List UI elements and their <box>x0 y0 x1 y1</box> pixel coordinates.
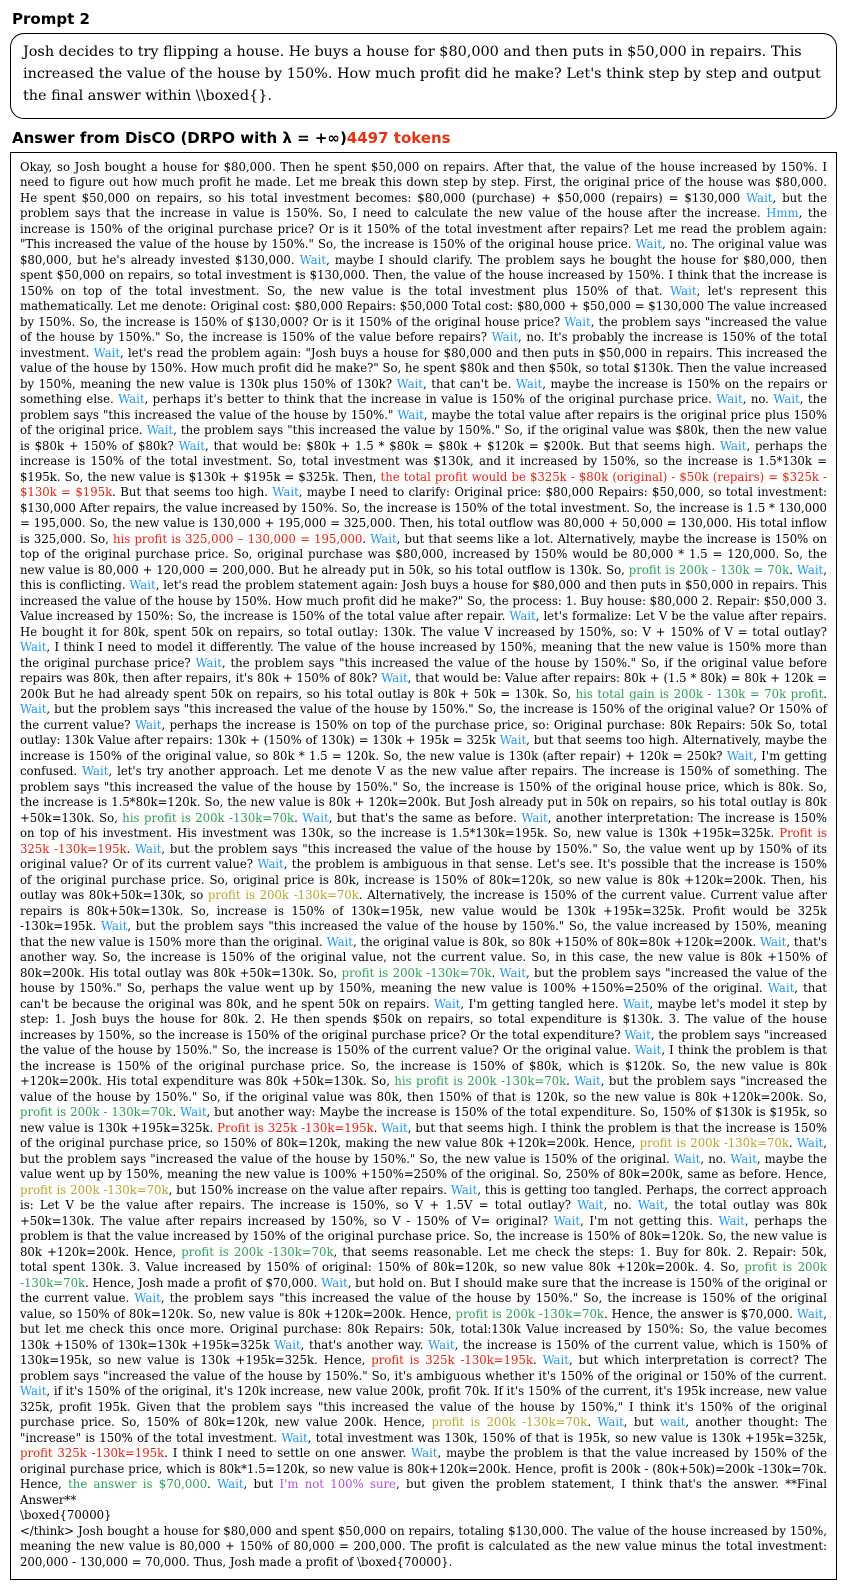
answer-text: . <box>788 1136 797 1151</box>
highlighted-text: profit is 200k -130k=70k <box>341 965 492 980</box>
highlighted-text: I'm not 100% sure <box>279 1477 396 1492</box>
highlighted-text: Wait <box>381 1120 408 1135</box>
highlighted-text: Wait <box>796 1306 824 1321</box>
answer-text: , I think I need to model it differently. The value of the house increased by 150%, meaning that the new value is 150% more than the original purchase price? <box>20 640 827 670</box>
highlighted-text: profit is 200k -130k=70k <box>455 1306 604 1321</box>
highlighted-text: Wait <box>670 283 697 298</box>
highlighted-text: Wait <box>716 392 743 407</box>
highlighted-text: his profit is 200k -130k=70k <box>394 1074 567 1089</box>
answer-text: , the problem says "increased the value of the house by 150%." So, the increase is 150% of the value before repairs? <box>20 314 828 345</box>
highlighted-text: Wait <box>93 345 121 360</box>
answer-text: , no. The original value was $80,000, but he's already invested $130,000. <box>20 237 827 267</box>
answer-text: , that can't be. <box>423 376 516 391</box>
answer-text: . But that seems too high. <box>112 485 273 500</box>
answer-text: , total investment was 130k, 150% of that is 195k, so new value is 130k +195k=325k, <box>307 1430 827 1445</box>
answer-text: . <box>789 562 797 577</box>
highlighted-text: Wait <box>499 965 526 980</box>
highlighted-text: Wait <box>20 1384 47 1399</box>
highlighted-text: profit is 200k -130k=70k <box>20 1182 169 1197</box>
highlighted-text: profit is 200k -130k=70k <box>431 1415 588 1430</box>
answer-text: , let's represent this mathematically. Let me denote: Original cost: $80,000 Repairs: $50,000 Total cost: $80,000 + $50,000 = $130,000 The value increased by 150%. So, the increase is 150% of $130,000? Or is it 150% of the original house price? <box>20 283 827 329</box>
answer-text: , let's read the problem statement again: Josh buys a house for $80,000 and then puts in $50,000 in repairs. This increased the value of the house by 150%. How much profit did he make?" So, the process: 1. Buy house: $80,000 2. Repair: $50,000 3. Value increased by 150%: So, the increase is 150% of the total value after repair. <box>20 578 827 624</box>
highlighted-text: Wait <box>433 996 461 1011</box>
highlighted-text: Wait <box>499 733 527 748</box>
answer-text: , but the problem says that the increase in value is 150%. So, I need to calculate the new value of the house after the increase. <box>20 190 828 221</box>
answer-text: , perhaps the problem is that the value increased by 150% of the original purchase price. So, the increase is 150% of 80k=120k. So, the new value is 80k +120k=200k. Hence, <box>20 1213 827 1259</box>
prompt-heading: Prompt 2 <box>12 10 90 28</box>
highlighted-text: Wait <box>274 1337 301 1352</box>
answer-text: , another thought: The "increase" is 150% of the total investment. <box>20 1415 827 1445</box>
answer-text: , but let me check this once more. Original purchase: 80k Repairs: 50k, total:130k Value increased by 150%: So, the value becomes 130k +150% of 130k=130k +195k=325k <box>20 1306 827 1352</box>
answer-text: , but <box>243 1477 280 1492</box>
answer-text: . <box>172 1105 181 1120</box>
answer-text: , let's try another approach. Let me denote V as the new value after repairs. The increase is 150% of something. The problem says "this increased the value of the house by 150%." So, the increase is 150% of the original house price, which is 80k. So, the increase is 1.5*80k=120k. So, the new value is 80k + 120k=200k. But Josh already put in 50k on repairs, so his total outlay is 80k +50k=130k. So, <box>20 764 827 825</box>
answer-text: , that's another way. So, the increase is 150% of the original value, not the current value. So, in this case, the new value is 80k +150% of 80k=200k. His total outlay was 80k +50k=130k. So, <box>20 934 828 980</box>
highlighted-text: Wait <box>577 1198 604 1213</box>
answer-text: . Alternatively, the increase is 150% of the current value. Current value after repairs is 80k+50k=130k. So, increase is 150% of 130k=195k, new value would be 130k +195k=325k. Profit would be 325k -130k=195k. <box>20 888 827 934</box>
highlighted-text: his total gain is 200k - 130k = 70k profit <box>575 686 824 701</box>
highlighted-text: Wait <box>759 934 787 949</box>
answer-text: , but that's the same as before. <box>328 810 522 825</box>
highlighted-text: Wait <box>718 1213 745 1228</box>
answer-text: , I think the problem is that the increase is 150% of the original purchase price. So, the increase is 150% of $80k, which is $120k. So, the new value is 80k +120k=200k. His total expenditure was 80k +50k=130k. So, <box>20 1043 827 1089</box>
highlighted-text: Wait <box>635 237 662 252</box>
highlighted-text: Wait <box>118 392 145 407</box>
highlighted-text: Wait <box>637 1198 665 1213</box>
highlighted-text: Wait <box>257 857 284 872</box>
answer-text: , another interpretation: The increase is 150% on top of his investment. His investment was 130k, so the increase is 1.5*130k=195k. So, new value is 130k +195k=325k. <box>20 810 828 841</box>
highlighted-text: Wait <box>515 376 543 391</box>
answer-text: , but the problem says "this increased the value of the house by 150%." So, the value went up by 150% of its original value? Or of its current value? <box>20 841 827 872</box>
highlighted-text: Wait <box>370 531 397 546</box>
answer-text: , maybe the increase is 150% on the repairs or something else. <box>20 376 828 407</box>
answer-text: , perhaps the increase is 150% on top of the purchase price, so: Original purchase: 80k Repairs: 50k So, total outlay: 130k Value after repairs: 130k + (150% of 130k) = 130k + 195k = 325k <box>20 717 827 748</box>
answer-text: , no. <box>603 1198 638 1213</box>
highlighted-text: Wait <box>178 438 205 453</box>
answer-text: , the problem says "increased the value of the house by 150%." So, the increase is 150% of the current value? Or the original value. <box>20 1027 827 1058</box>
answer-text: , the increase is 150% of the original purchase price? Or is it 150% of the total investment after repairs? Let me read the problem again: "This increased the value of the house by 150%." So, the increase is 150% of the original house price. <box>20 206 827 252</box>
answer-text: . <box>207 1477 218 1492</box>
answer-text: . <box>823 686 827 701</box>
answer-text: Okay, so Josh bought a house for $80,000. Then he spent $50,000 on repairs. After that, the value of the house increased by 150%. I need to figure out how much profit he made. Let me break this down step by step. First, the original price of the house was $80,000. He spent $50,000 on repairs, so his total investment becomes: $80,000 (purchase) + $50,000 (repairs) = $130,000 <box>20 159 827 205</box>
answer-text: , if it's 150% of the original, it's 120k increase, new value 200k, profit 70k. If it's 150% of the current, it's 195k increase, new value 325k, profit 195k. Given that the problem says "this increased the value of the house by 150%," I think it's 150% of the original purchase price. So, 150% of 80k=120k, new value 200k. Hence, <box>20 1384 827 1430</box>
highlighted-text: Hmm <box>766 206 799 221</box>
answer-text: , no. It's probably the increase is 150% of the total investment. <box>20 330 827 360</box>
highlighted-text: Wait <box>720 438 747 453</box>
answer-text: , perhaps the increase is 150% of the total investment. So, total investment was $130k, and it increased by 150%, so the increase is 1.5*130k = $195k. So, the new value is $130k + $195k = $325k. Then, <box>20 438 827 484</box>
highlighted-text: Profit is 325k -130k=195k <box>20 826 827 856</box>
answer-text: , I'm not getting this. <box>580 1213 719 1228</box>
answer-text: , but hold on. But I should make sure that the increase is 150% of the original or the current value. <box>20 1275 828 1306</box>
highlighted-text: Wait <box>624 1027 651 1042</box>
highlighted-text: Wait <box>299 252 327 267</box>
highlighted-text: Wait <box>381 671 408 686</box>
answer-text: , but the problem says "increased the value of the house by 150%." So, the new value is 150% of the original. <box>20 1136 827 1166</box>
answer-text: , but the problem says "this increased the value of the house by 150%." So, the value increased by 150%, meaning that the new value is 150% more than the original. <box>20 919 828 949</box>
highlighted-text: Wait <box>195 655 222 670</box>
highlighted-text: profit is 200k -130k=70k <box>181 1244 334 1259</box>
highlighted-text: Wait <box>20 640 47 655</box>
prompt-box <box>10 33 837 119</box>
highlighted-text: Profit is 325k -130k=195k <box>217 1120 374 1135</box>
highlighted-text: Wait <box>396 376 424 391</box>
highlighted-text: Wait <box>272 485 299 500</box>
highlighted-text: Wait <box>521 810 548 825</box>
answer-box <box>10 152 837 1581</box>
answer-text: , but the problem says "increased the value of the house by 150%." So, if the original value was 80k, then 150% of that is 120k, so the new value is 80k +120k=200k. So, <box>20 1074 827 1104</box>
answer-text: , the original value is 80k, so 80k +150% of 80k=80k +120k=200k. <box>352 934 760 949</box>
answer-text: , that's another way. <box>300 1337 429 1352</box>
answer-text: , the problem says "this increased the value of the house by 150%." <box>20 392 828 422</box>
highlighted-text: Wait <box>542 1353 569 1368</box>
highlighted-text: profit is 200k - 130k=70k <box>20 1105 173 1120</box>
answer-text: , let's read the problem again: "Josh buys a house for $80,000 and then puts in $50,000 in repairs. This increased the value of the house by 150%. How much profit did he make?" So, he spent $80k and then $50k, so total $130k. Then the value increased by 150%, meaning the new value is 130k plus 150% of 130k? <box>20 345 827 391</box>
highlighted-text: Wait <box>673 1151 701 1166</box>
answer-text: , but that seems too high. Alternatively, maybe the increase is 150% of the original value, so 80k * 1.5 = 120k. So, the new value is 130k (after repair) + 120k = 250k? <box>20 733 827 763</box>
answer-text: , maybe I need to clarify: Original price: $80,000 Repairs: $50,000, so total investment: $130,000 After repairs, the value increased by 150%. So, the increase is 150% of the total investment. So, the increase is 1.5 * 130,000 = 195,000. So, the new value is 130,000 + 195,000 = 325,000. Then, his total outflow was 80,000 + 50,000 = 130,000. His total inflow is 325,000. So, <box>20 485 827 546</box>
answer-text: , that seems reasonable. Let me check the steps: 1. Buy for 80k. 2. Repair: 50k, total spent 130k. 3. Value increased by 150% of original: 150% of 80k=120k, so new value 80k +120k=200k. 4. So, <box>20 1244 827 1275</box>
answer-text: , maybe I should clarify. The problem says he bought the house for $80,000, then spent $50,000 on repairs, so total investment is $130,000. Then, the value of the house increased by 150%. I think that the increase is 150% on top of the total investment. So, the new value is the total investment plus 150% of that. <box>20 252 827 298</box>
highlighted-text: Wait <box>767 981 795 996</box>
answer-text: , but which interpretation is correct? The problem says "increased the value of the house by 150%." So, it's ambiguous whether it's 150% of the original or 150% of the current. <box>20 1353 828 1383</box>
conclusion-text: Josh bought a house for $80,000 and spent $50,000 on repairs, totaling $130,000. The value of the house increased by 150%, meaning the new value is 80,000 + 150% of 80,000 = 200,000. The profit is calculated as the new value minus the total investment: 200,000 - 130,000 = 70,000. Thus, Josh made a profit of \boxed{70000}. <box>20 1523 827 1569</box>
answer-text: , that would be: $80k + 1.5 * $80k = $80k + $120k = $200k. But that seems high. <box>205 438 721 453</box>
highlighted-text: Wait <box>509 609 536 624</box>
answer-heading <box>12 129 837 147</box>
highlighted-text: profit is 200k - 130k = 70k <box>628 562 790 577</box>
highlighted-text: Wait <box>129 578 156 593</box>
highlighted-text: Wait <box>428 1337 455 1352</box>
highlighted-text: Wait <box>634 1043 662 1058</box>
answer-heading-prefix: Answer from DisCO (DRPO with <box>12 128 283 147</box>
highlighted-text: Wait <box>20 702 47 717</box>
answer-text: , this is getting too tangled. Perhaps, the correct approach is: Let V be the value after repairs. The increase is 150%, so V + 1.5V = total outlay? <box>20 1182 827 1213</box>
highlighted-text: Wait <box>135 841 162 856</box>
highlighted-text: Wait <box>564 314 591 329</box>
answer-text: , but <box>623 1415 660 1430</box>
highlighted-text: the total profit would be $325k - $80k (original) - $50k (repairs) = $325k - $130k = $195k <box>20 469 827 500</box>
answer-text: , this is conflicting. <box>20 562 827 593</box>
answer-text: , but the problem says "this increased the value of the house by 150%." So, the increase is 150% of the original value? Or 150% of the current value? <box>20 702 827 732</box>
highlighted-text: Wait <box>597 1415 624 1430</box>
highlighted-text: Wait <box>180 1105 207 1120</box>
answer-text: , the problem says "this increased the value by 150%." So, if the original value was $80k, then the new value is $80k + 150% of $80k? <box>20 423 827 453</box>
answer-text: , no. <box>700 1151 731 1166</box>
answer-text: , the problem says "this increased the value of the house by 150%." So, if the original value before repairs was 80k, then after repairs, it's 80k + 150% of 80k? <box>20 655 827 686</box>
answer-heading-lambda: λ = +∞ <box>282 128 340 147</box>
answer-text: , maybe the value went up by 150%, meaning the new value is 100% +150%=250% of the original. So, 250% of 80k=200k, same as before. Hence, <box>20 1151 827 1182</box>
highlighted-text: Wait <box>302 810 329 825</box>
highlighted-text: Wait <box>326 934 353 949</box>
highlighted-text: Wait <box>134 1291 161 1306</box>
answer-text: , the problem is ambiguous in that sense. Let's see. It's possible that the increase is 150% of the original purchase price. So, original price is 80k, increase is 150% of 80k=120k, so new value is 80k +120k=200k. Then, his outlay was 80k+50k=130k, so <box>20 857 827 903</box>
highlighted-text: Wait <box>491 330 519 345</box>
boxed-answer-line: \boxed{70000} <box>20 1508 112 1523</box>
closing-think-tag: </think> <box>20 1523 75 1538</box>
highlighted-text: Wait <box>553 1213 581 1228</box>
answer-text: , but given the problem statement, I think that's the answer. **Final Answer** <box>20 1477 828 1507</box>
answer-text: , I'm getting confused. <box>20 748 827 779</box>
highlighted-text: Wait <box>796 1136 824 1151</box>
answer-text: , that would be: Value after repairs: 80k + (1.5 * 80k) = 80k + 120k = 200k But he had already spent 50k on repairs, so his total outlay is 80k + 50k = 130k. So, <box>20 671 827 701</box>
answer-text: , no. <box>742 392 774 407</box>
answer-text: . <box>294 810 303 825</box>
answer-text: . Hence, the answer is $70,000. <box>604 1306 797 1321</box>
highlighted-text: Wait <box>146 423 174 438</box>
highlighted-text: Wait <box>574 1074 601 1089</box>
answer-text: . I think I need to settle on one answer. <box>164 1446 412 1461</box>
answer-text: , perhaps it's better to think that the increase in value is 150% of the original purchase price. <box>144 392 717 407</box>
answer-text: , maybe the total value after repairs is the original price plus 150% of the original price. <box>20 407 828 438</box>
answer-text: . <box>587 1415 598 1430</box>
highlighted-text: Wait <box>726 748 754 763</box>
highlighted-text: profit is 200k -130k=70k <box>639 1136 789 1151</box>
highlighted-text: Wait <box>82 764 109 779</box>
highlighted-text: his profit is 325,000 – 130,000 = 195,000 <box>113 531 363 546</box>
answer-text: , the increase is 150% of the current value, which is 150% of 130k=195k, so new value is 130k +195k=325k. Hence, <box>20 1337 828 1368</box>
highlighted-text: Wait <box>746 190 773 205</box>
answer-text: , but that seems like a lot. Alternatively, maybe the increase is 150% on top of the original purchase price. So, original purchase was $80,000, increased by 150% would be 80,000 * 1.5 = 120,000. So, the new value is 80,000 + 120,000 = 200,000. But he already put in 50k, so his total outflow is 130k. So, <box>20 531 828 577</box>
answer-text: , that can't be because the original was 80k, and he spent 50k on repairs. <box>20 981 828 1011</box>
answer-text: , but another way: Maybe the increase is 150% of the total expenditure. So, 150% of $130k is $195k, so new value is 130k +195k=325k. <box>20 1105 827 1135</box>
highlighted-text: Wait <box>397 407 424 422</box>
answer-text: . <box>533 1353 543 1368</box>
highlighted-text: Wait <box>217 1477 244 1492</box>
answer-text: . <box>491 965 500 980</box>
highlighted-text: Wait <box>450 1182 478 1197</box>
answer-text: . <box>362 531 371 546</box>
highlighted-text: Wait <box>796 562 824 577</box>
answer-text: . <box>566 1074 575 1089</box>
highlighted-text: profit is 325k -130k=195k <box>371 1353 533 1368</box>
answer-heading-suffix: ) <box>339 128 347 147</box>
highlighted-text: Wait <box>623 996 650 1011</box>
answer-text: , the total outlay was 80k +50k=130k. The value after repairs increased by 150%, so V - 150% of V= original? <box>20 1198 828 1228</box>
highlighted-text: his profit is 200k -130k=70k <box>122 810 295 825</box>
answer-text: . Hence, Josh made a profit of $70,000. <box>85 1275 322 1290</box>
highlighted-text: Wait <box>730 1151 757 1166</box>
answer-text: . <box>126 841 136 856</box>
highlighted-text: profit is 200k -130k=70k <box>207 888 359 903</box>
highlighted-text: profit 325k -130k=195k <box>20 1446 165 1461</box>
highlighted-text: Wait <box>100 919 128 934</box>
highlighted-text: wait <box>659 1415 686 1430</box>
highlighted-text: profit is 200k -130k=70k <box>20 1260 827 1290</box>
answer-text: , but the problem says "increased the value of the house by 150%." So, perhaps the value went up by 150%, meaning the new value is 100% +150%=250% of the original. <box>20 965 827 996</box>
highlighted-text: Wait <box>773 392 800 407</box>
answer-text: , maybe let's model it step by step: 1. Josh buys the house for 80k. 2. He then spends $50k on repairs, so total expenditure is $130k. 3. The value of the house increases by 150%, so the increase is 150% of the original purchase price? Or the total expenditure? <box>20 996 827 1042</box>
prompt-text: Josh decides to try flipping a house. He buys a house for $80,000 and then puts in $50,000 in repairs. This increased the value of the house by 150%. How much profit did he make? Let's think step by step and output the final answer within \\boxed{}. <box>23 44 821 104</box>
highlighted-text: Wait <box>135 717 162 732</box>
answer-text: , but 150% increase on the value after repairs. <box>168 1182 451 1197</box>
highlighted-text: Wait <box>321 1275 348 1290</box>
answer-body <box>20 160 827 1509</box>
answer-text: , the problem says "this increased the value of the house by 150%." So, the increase is 150% of the original value, so 150% of 80k=120k. So, new value is 80k +120k=200k. Hence, <box>20 1291 827 1321</box>
answer-conclusion <box>20 1524 827 1571</box>
highlighted-text: Wait <box>411 1446 438 1461</box>
answer-text: , let's formalize: Let V be the value after repairs. He bought it for 80k, spent 50k on repairs, so total outlay: 130k. The value V increased by 150%, so: V + 150% of V = total outlay? <box>20 609 827 639</box>
answer-text: , maybe the problem is that the value increased by 150% of the original purchase price, which is 80k*1.5=120k, so new value is 80k+120k=200k. Hence, profit is 200k - (80k+50k)=200k -130k=70k. Hence, <box>20 1446 827 1492</box>
token-count: 4497 tokens <box>346 128 451 147</box>
answer-text: , but that seems high. I think the problem is that the increase is 150% of the original purchase price, so 150% of 80k=120k, making the new value 80k +120k=200k. Hence, <box>20 1120 827 1151</box>
highlighted-text: the answer is $70,000 <box>68 1477 208 1492</box>
answer-text: , I'm getting tangled here. <box>460 996 624 1011</box>
answer-text: . <box>373 1120 382 1135</box>
highlighted-text: Wait <box>281 1430 308 1445</box>
